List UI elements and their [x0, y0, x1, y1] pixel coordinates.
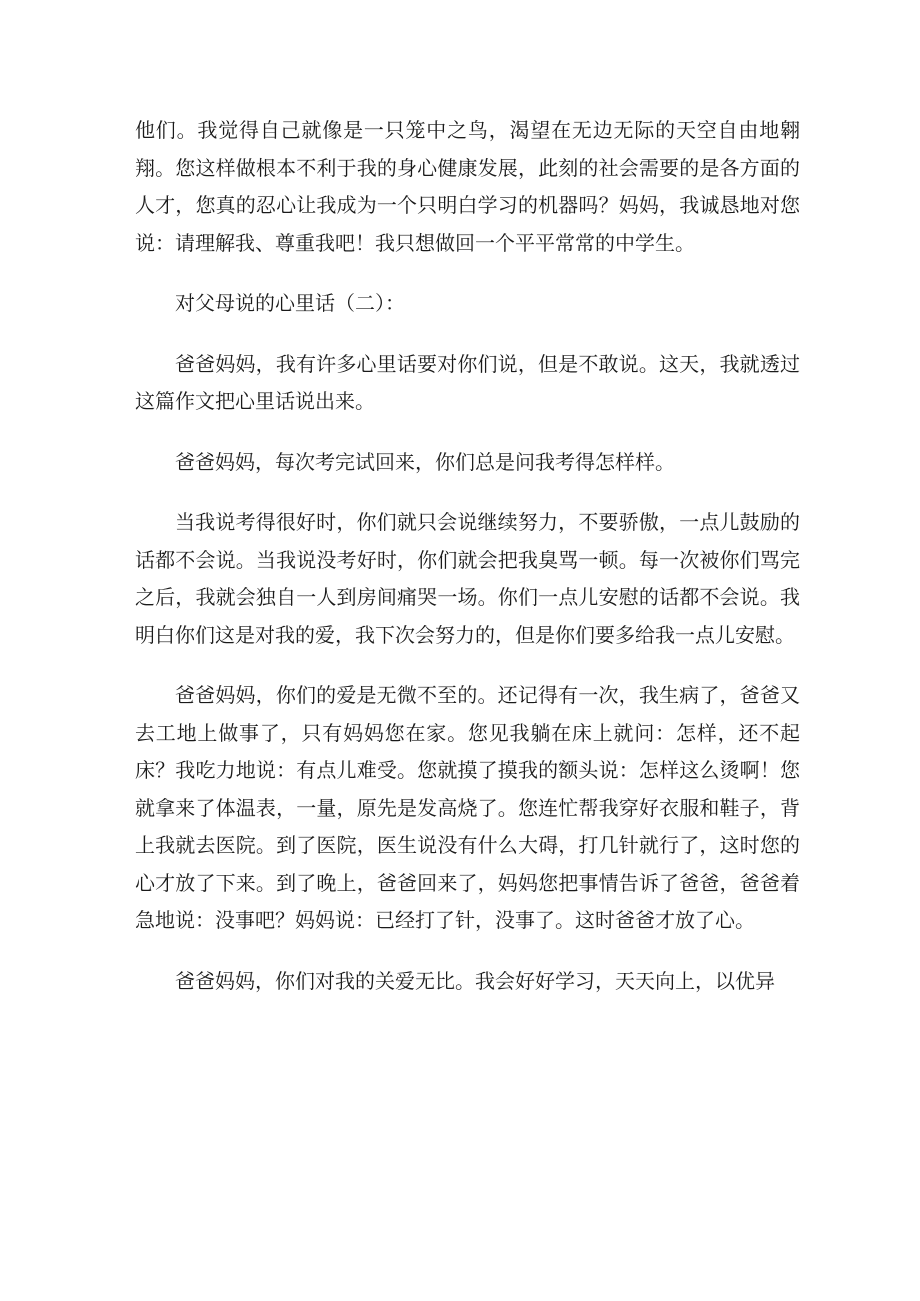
paragraph-3: 爸爸妈妈，我有许多心里话要对你们说，但是不敢说。这天，我就透过这篇作文把心里话说出来。 [135, 351, 800, 413]
paragraph-gap [135, 654, 800, 677]
paragraph-6: 爸爸妈妈，你们的爱是无微不至的。还记得有一次，我生病了，爸爸又去工地上做事了，只有妈妈您在家。您见我躺在床上就问：怎样，还不起床？我吃力地说：有点儿难受。您就摸了摸我的额头说：怎样这么烫啊！您就拿来了体温表，一量，原先是发高烧了。您连忙帮我穿好衣服和鞋子，背上我就去医院。到了医院，医生说没有什么大碍，打几针就行了，这时您的心才放了下来。到了晚上，爸爸回来了，妈妈您把事情告诉了爸爸，爸爸着急地说：没事吧？妈妈说：已经打了针，没事了。这时爸爸才放了心。 [135, 683, 800, 932]
paragraph-5: 当我说考得很好时，你们就只会说继续努力，不要骄傲，一点儿鼓励的话都不会说。当我说没考好时，你们就会把我臭骂一顿。每一次被你们骂完之后，我就会独自一人到房间痛哭一场。你们一点儿安慰的话都不会说。我明白你们这是对我的爱，我下次会努力的，但是你们要多给我一点儿安慰。 [135, 510, 800, 647]
paragraph-gap [135, 481, 800, 504]
paragraph-4: 爸爸妈妈，每次考完试回来，你们总是问我考得怎样样。 [175, 449, 675, 474]
paragraph-1: 他们。我觉得自己就像是一只笼中之鸟，渴望在无边无际的天空自由地翱翔。您这样做根本不利于我的身心健康发展，此刻的社会需要的是各方面的人才，您真的忍心让我成为一个只明白学习的机器吗？妈妈，我诚恳地对您说：请理解我、尊重我吧！我只想做回一个平平常常的中学生。 [135, 118, 800, 255]
section-heading: 对父母说的心里话（二）： [175, 291, 405, 315]
paragraph-gap [135, 262, 800, 285]
paragraph-7: 爸爸妈妈，你们对我的关爱无比。我会好好学习，天天向上，以优异 [175, 968, 775, 993]
document-body [135, 112, 800, 1000]
paragraph-gap [135, 323, 800, 346]
paragraph-gap [135, 940, 800, 963]
paragraph-gap [135, 421, 800, 444]
